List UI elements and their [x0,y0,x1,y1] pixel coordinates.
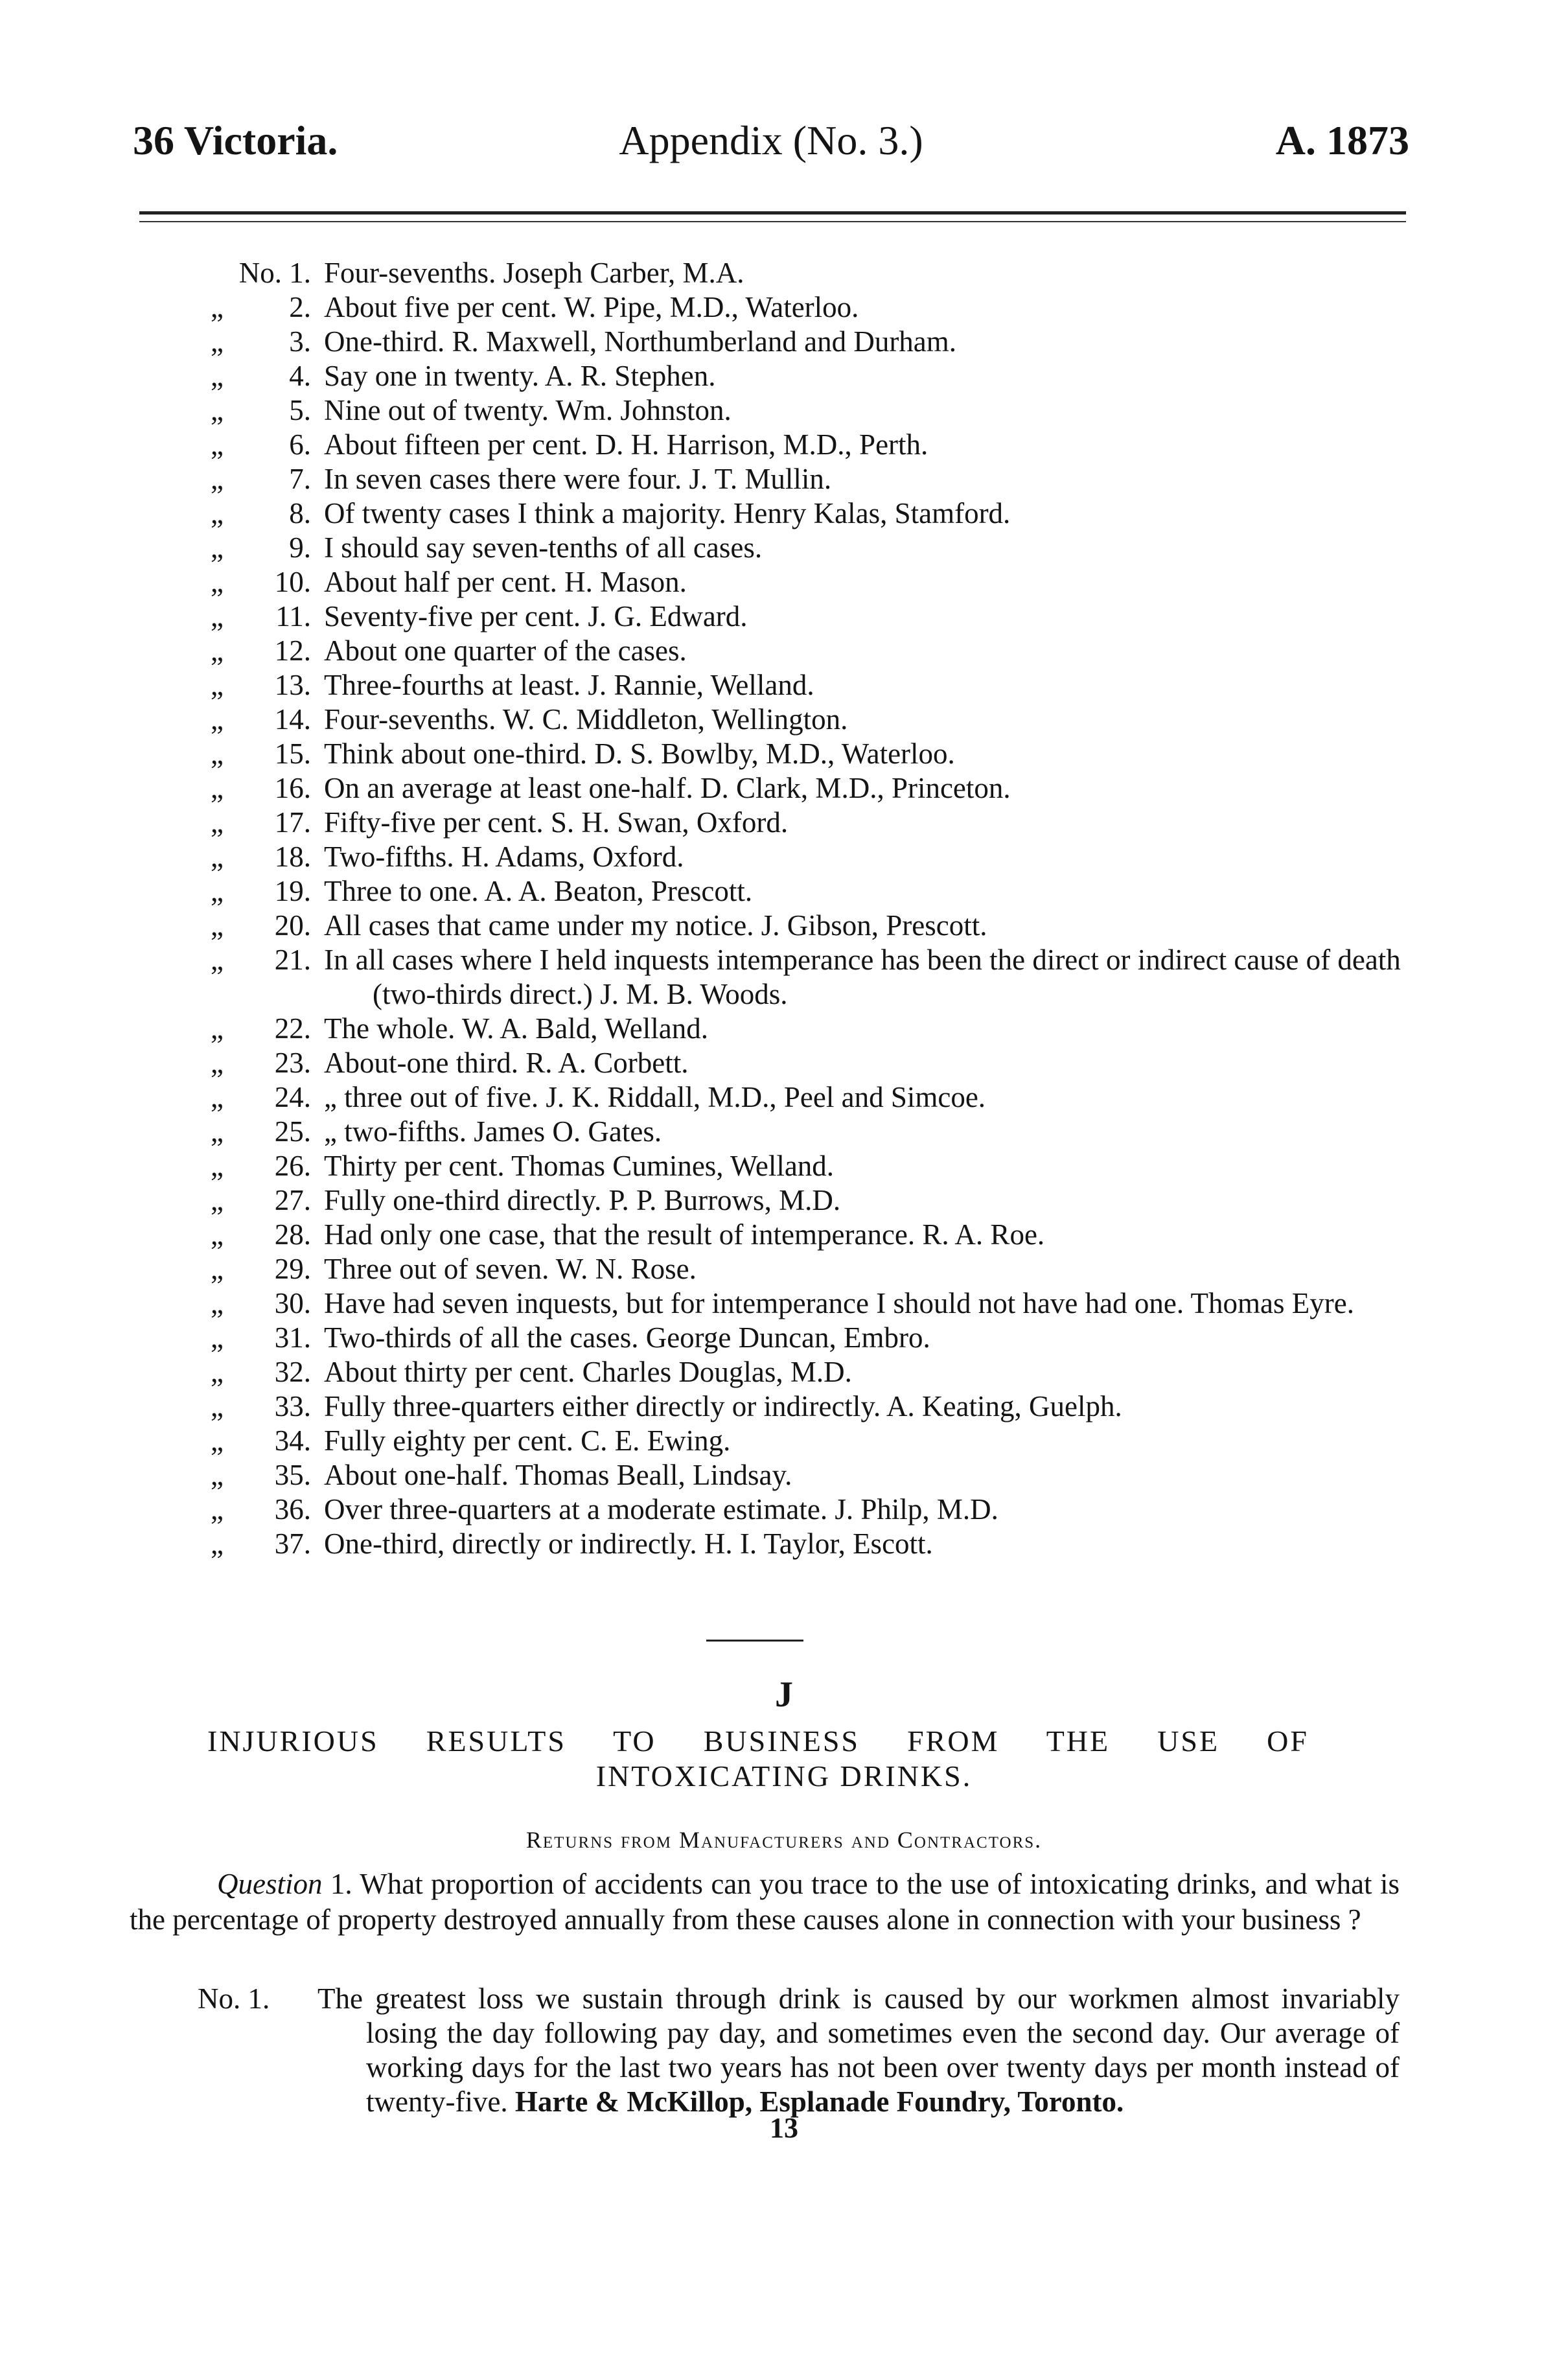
entry-number: 36. [274,1493,311,1526]
response-entry [165,1355,1409,1389]
entry-number: 17. [274,806,311,839]
response-entry [165,256,1409,290]
response-entry [165,1046,1409,1080]
entry-number: 22. [274,1012,311,1045]
ditto-mark: „ [211,428,224,461]
entry-text: Of twenty cases I think a majority. Henry Kalas, Stamford. [324,497,1011,529]
response-entry [165,874,1409,909]
response-entry [165,840,1409,874]
entry-text: Had only one case, that the result of intemperance. R. A. Roe. [324,1218,1045,1251]
ditto-mark: „ [211,737,224,770]
ditto-mark: „ [211,600,224,633]
entry-number: 37. [274,1527,311,1560]
header-session: 36 Victoria. [133,117,338,163]
ditto-mark: „ [211,772,224,804]
ditto-mark: „ [211,566,224,598]
entry-number: 7. [289,463,311,495]
entry-text: I should say seven-tenths of all cases. [324,531,763,564]
response-entry [165,943,1409,1012]
entry-text: Seventy-five per cent. J. G. Edward. [324,600,748,633]
entry-text: About one quarter of the cases. [324,634,687,667]
header-year: A. 1873 [1275,117,1409,163]
response-entry [165,531,1409,565]
ditto-mark: „ [211,394,224,426]
entry-text: Fifty-five per cent. S. H. Swan, Oxford. [324,806,789,839]
entry-text: All cases that came under my notice. J. Gibson, Prescott. [324,909,987,942]
entry-text: Three-fourths at least. J. Rannie, Welland. [324,669,814,701]
entry-number: 32. [274,1356,311,1388]
entry-text: Four-sevenths. W. C. Middleton, Wellington. [324,703,848,736]
entry-number: 34. [274,1424,311,1457]
entry-text: The whole. W. A. Bald, Welland. [324,1012,708,1045]
section-subtitle: Returns from Manufacturers and Contractors. [525,1827,1043,1853]
response-entry [165,668,1409,702]
ditto-mark: „ [211,1390,224,1422]
response-entry [165,290,1409,325]
ditto-mark: „ [211,1356,224,1388]
entry-text: In seven cases there were four. J. T. Mullin. [324,463,832,495]
response-list [165,256,1409,1561]
response-entry [165,1492,1409,1527]
entry-number: 30. [274,1287,311,1319]
entry-number: 12. [274,634,311,667]
entry-number: 24. [274,1081,311,1113]
entry-number: 26. [274,1150,311,1182]
ditto-mark: „ [211,841,224,873]
ditto-mark: „ [211,909,224,942]
entry-text: About five per cent. W. Pipe, M.D., Waterloo. [324,291,859,323]
entry-text: About thirty per cent. Charles Douglas, M.D. [324,1356,852,1388]
entry-text: Nine out of twenty. Wm. Johnston. [324,394,732,426]
entry-text: On an average at least one-half. D. Clark, M.D., Princeton. [324,772,1011,804]
response-entry [165,565,1409,599]
question-paragraph [130,1866,1400,1938]
answer-entry [198,1982,1400,2119]
answer-signature: Harte & McKillop, Esplanade Foundry, Toronto. [514,2085,1124,2118]
entry-text: Have had seven inquests, but for intemperance I should not have had one. Thomas Eyre. [324,1287,1354,1319]
entry-number: 20. [274,909,311,942]
entry-number: 15. [274,737,311,770]
entry-text: Two-fifths. H. Adams, Oxford. [324,841,684,873]
entry-number: 23. [274,1047,311,1079]
response-entry [165,1252,1409,1286]
entry-text: Fully eighty per cent. C. E. Ewing. [324,1424,731,1457]
entry-number: 13. [274,669,311,701]
response-entry [165,806,1409,840]
entry-text: Three to one. A. A. Beaton, Prescott. [324,875,753,907]
ditto-mark: „ [211,1218,224,1251]
entry-number: 28. [274,1218,311,1251]
question-text: 1. What proportion of accidents can you trace to the use of intoxicating drinks, and what is the percentage of property destroyed annually from these causes alone in connection with your business ? [130,1868,1400,1936]
entry-text: Think about one-third. D. S. Bowlby, M.D., Waterloo. [324,737,955,770]
ditto-mark: „ [211,1012,224,1045]
entry-number: 2. [289,291,311,323]
ditto-mark: „ [211,1115,224,1148]
ditto-mark: „ [211,531,224,564]
entry-number: 33. [274,1390,311,1422]
entry-text: Two-thirds of all the cases. George Duncan, Embro. [324,1321,930,1354]
entry-text: Over three-quarters at a moderate estimate. J. Philp, M.D. [324,1493,998,1526]
ditto-mark: „ [211,325,224,358]
entry-text: „ three out of five. J. K. Riddall, M.D., Peel and Simcoe. [324,1081,986,1113]
response-entry [165,634,1409,668]
entry-number: 3. [289,325,311,358]
entry-text: Say one in twenty. A. R. Stephen. [324,360,716,392]
entry-text: Four-sevenths. Joseph Carber, M.A. [324,257,744,289]
entry-text: Fully three-quarters either directly or indirectly. A. Keating, Guelph. [324,1390,1122,1422]
ditto-mark: „ [211,1424,224,1457]
response-entry [165,1080,1409,1115]
answer-text: The greatest loss we sustain through drink is caused by our workmen almost invariably losing the day following pay day, and sometimes even the second day. Our average of working days for the last two years has not been over twenty days per month instead of twenty-five. [317,1982,1400,2118]
section-letter: J [775,1675,793,1715]
entry-number: No. 1. [238,257,311,289]
ditto-mark: „ [211,1081,224,1113]
response-entry [165,909,1409,943]
section-title-line1: INJURIOUS RESULTS TO BUSINESS FROM THE USE OF [207,1724,1309,1758]
response-entry [165,1424,1409,1458]
entry-text: About one-half. Thomas Beall, Lindsay. [324,1459,792,1491]
response-entry [165,428,1409,462]
header-rule-thick [139,211,1406,215]
entry-number: 8. [289,497,311,529]
response-entry [165,737,1409,771]
response-entry [165,1183,1409,1218]
response-entry [165,1527,1409,1561]
response-entry [165,1115,1409,1149]
response-entry [165,359,1409,393]
ditto-mark: „ [211,1253,224,1285]
response-entry [165,1012,1409,1046]
ditto-mark: „ [211,497,224,529]
ditto-mark: „ [211,291,224,323]
ditto-mark: „ [211,1047,224,1079]
entry-number: 4. [289,360,311,392]
ditto-mark: „ [211,1150,224,1182]
entry-text: Three out of seven. W. N. Rose. [324,1253,697,1285]
header-appendix: Appendix (No. 3.) [619,117,923,163]
response-entry [165,599,1409,634]
ditto-mark: „ [211,944,224,976]
entry-number: 27. [274,1184,311,1216]
answer-number: No. 1. [198,1982,270,2015]
entry-text: In all cases where I held inquests intemperance has been the direct or indirect cause of death (two-thirds direct.) J. M. B. Woods. [324,944,1401,1010]
entry-text: About-one third. R. A. Corbett. [324,1047,689,1079]
entry-number: 25. [274,1115,311,1148]
question-label: Question [217,1868,323,1900]
ditto-mark: „ [211,360,224,392]
answer-body [317,1982,1400,2119]
response-entry [165,325,1409,359]
response-entry [165,702,1409,737]
ditto-mark: „ [211,1184,224,1216]
page-header [133,117,1409,188]
entry-text: About half per cent. H. Mason. [324,566,687,598]
response-entry [165,1321,1409,1355]
response-entry [165,496,1409,531]
entry-number: 18. [274,841,311,873]
entry-text: One-third, directly or indirectly. H. I. Taylor, Escott. [324,1527,933,1560]
page-number: 13 [770,2112,798,2144]
response-entry [165,1389,1409,1424]
entry-text: One-third. R. Maxwell, Northumberland and Durham. [324,325,957,358]
entry-number: 35. [274,1459,311,1491]
ditto-mark: „ [211,806,224,839]
ditto-mark: „ [211,634,224,667]
ditto-mark: „ [211,703,224,736]
response-entry [165,1286,1409,1321]
response-entry [165,462,1409,496]
ditto-mark: „ [211,875,224,907]
ditto-mark: „ [211,463,224,495]
entry-number: 14. [274,703,311,736]
entry-number: 5. [289,394,311,426]
response-entry [165,1458,1409,1492]
entry-text: Thirty per cent. Thomas Cumines, Welland. [324,1150,835,1182]
entry-number: 19. [274,875,311,907]
header-rule-thin [139,221,1406,222]
entry-number: 16. [274,772,311,804]
entry-number: 9. [289,531,311,564]
ditto-mark: „ [211,1321,224,1354]
entry-number: 29. [274,1253,311,1285]
response-entry [165,1218,1409,1252]
entry-text: „ two-fifths. James O. Gates. [324,1115,662,1148]
ditto-mark: „ [211,1527,224,1560]
ditto-mark: „ [211,669,224,701]
entry-number: 11. [275,600,311,633]
ditto-mark: „ [211,1287,224,1319]
response-entry [165,771,1409,806]
section-title-line2: INTOXICATING DRINKS. [595,1759,973,1793]
section-separator [706,1640,803,1642]
entry-number: 10. [274,566,311,598]
entry-number: 6. [289,428,311,461]
response-entry [165,393,1409,428]
entry-number: 21. [274,944,311,976]
response-entry [165,1149,1409,1183]
entry-number: 31. [274,1321,311,1354]
entry-text: About fifteen per cent. D. H. Harrison, M.D., Perth. [324,428,928,461]
entry-text: Fully one-third directly. P. P. Burrows, M.D. [324,1184,841,1216]
ditto-mark: „ [211,1493,224,1526]
ditto-mark: „ [211,1459,224,1491]
